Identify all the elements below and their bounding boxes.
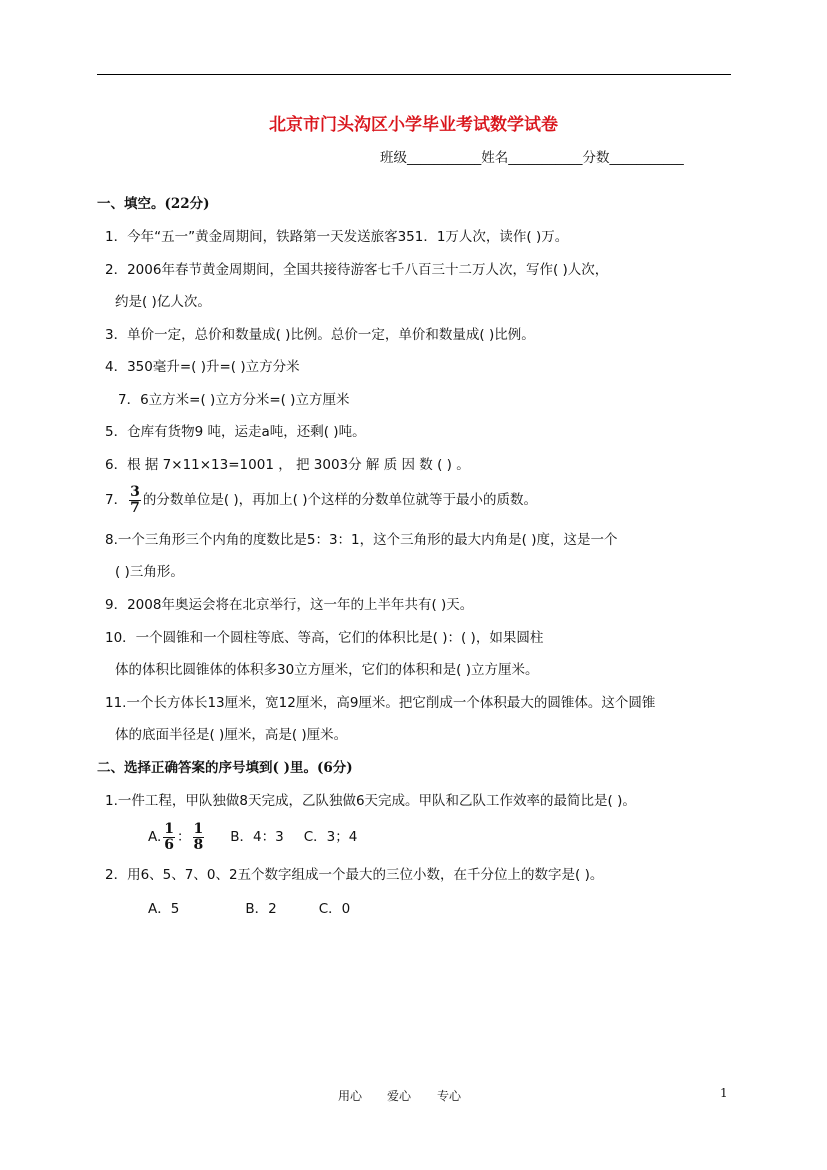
question-11: 11.一个长方体长13厘米，宽12厘米，高9厘米。把它削成一个体积最大的圆锥体。这个圆锥 [105,695,656,711]
question-4-continued: 7．6立方米=( )立方分米=( )立方厘米 [118,392,350,408]
question-6: 6．根 据 7×11×13=1001 ， 把 3003分 解 质 因 数 ( ) 。 [105,457,470,473]
question-8-continued: ( )三角形。 [115,564,184,580]
section2-heading: 二、选择正确答案的序号填到( )里。(6分) [97,760,353,776]
option-b: B．4：3 [230,829,284,845]
page-title: 北京市门头沟区小学毕业考试数学试卷 [269,115,558,135]
choice-question-1: 1.一件工程，甲队独做8天完成，乙队独做6天完成。甲队和乙队工作效率的最简比是( )。 [105,793,636,809]
choice-question-2: 2．用6、5、7、0、2五个数字组成一个最大的三位小数，在千分位上的数字是( )。 [105,867,604,883]
fraction-denominator: 6 [164,836,175,853]
question-11-continued: 体的底面半径是( )厘米，高是( )厘米。 [115,727,348,743]
question-10-continued: 体的体积比圆锥体的体积多30立方厘米，它们的体积和是( )立方厘米。 [115,662,539,678]
fraction-numerator: 1 [164,820,175,837]
fraction-numerator: 3 [130,483,140,500]
question-10: 10．一个圆锥和一个圆柱等底、等高，它们的体积比是( )：( )，如果圆柱 [105,630,544,646]
question-9: 9．2008年奥运会将在北京举行，这一年的上半年共有( )天。 [105,597,474,613]
option-c: C．0 [318,901,351,917]
question-2: 2．2006年春节黄金周期间，全国共接待游客七千八百三十二万人次，写作( )人次， [105,262,609,278]
option-a: A．5 [148,901,180,917]
ratio-colon: ： [177,829,191,845]
question-5: 5．仓库有货物9 吨，运走a吨，还剩( )吨。 [105,424,366,440]
option-a-label: A. [148,829,162,845]
question-4: 4．350毫升=( )升=( )立方分米 [105,359,300,375]
footer-text-2: 爱心 [387,1089,412,1103]
section1-heading: 一、填空。(22分) [97,196,210,212]
fraction-three-sevenths [129,485,141,516]
question-1: 1．今年“五一”黄金周期间，铁路第一天发送旅客351．1万人次，读作( )万。 [105,229,569,245]
option-a [148,820,206,853]
choice-question-2-options [148,900,350,918]
page-number: 1 [720,1086,728,1100]
question-2-continued: 约是( )亿人次。 [115,294,211,310]
question-7 [105,482,537,518]
question-7-number: 7． [105,492,128,508]
header-rule [97,74,731,75]
option-b: B．2 [245,901,277,917]
question-7-text: 的分数单位是( )，再加上( )个这样的分数单位就等于最小的质数。 [142,492,537,508]
question-8: 8.一个三角形三个内角的度数比是5：3：1，这个三角形的最大内角是( )度，这是一个 [105,532,618,548]
footer-text-1: 用心 [338,1089,363,1103]
footer-text-3: 专心 [437,1089,462,1103]
student-info-line: 班级___________姓名___________分数___________ [380,150,684,166]
fraction-one-sixth [163,822,175,853]
fraction-numerator: 1 [193,820,204,837]
choice-question-1-options [148,817,357,857]
question-3: 3．单价一定，总价和数量成( )比例。总价一定，单价和数量成( )比例。 [105,327,535,343]
fraction-one-eighth [193,822,205,853]
fraction-denominator: 8 [193,836,204,853]
option-c: C．3；4 [303,829,358,845]
fraction-denominator: 7 [130,499,140,516]
